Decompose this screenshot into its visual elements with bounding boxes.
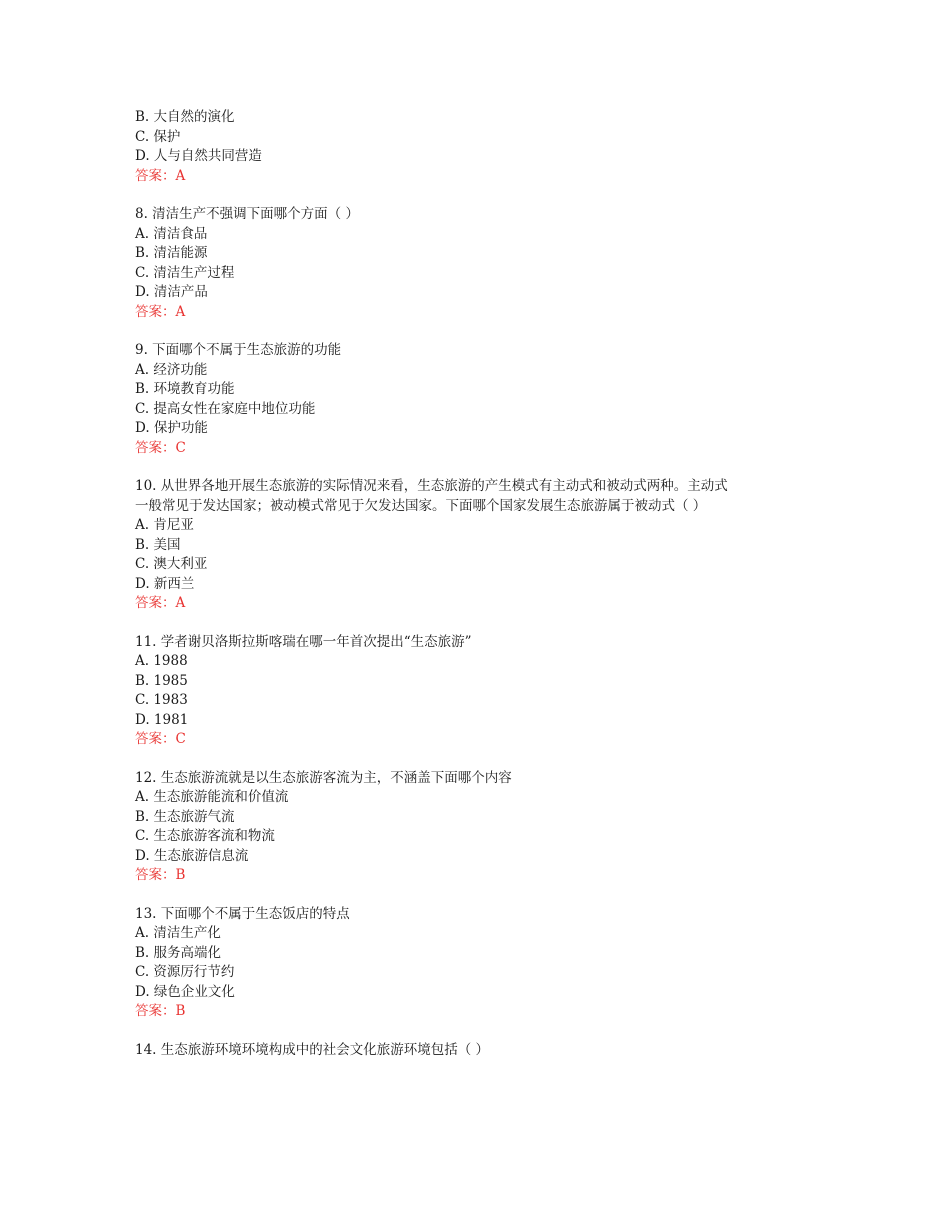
option-a: A. 经济功能: [135, 361, 208, 378]
option-d: D. 保护功能: [135, 420, 208, 436]
option-d: D. 清洁产品: [135, 284, 208, 300]
answer-label: 答案：C: [135, 731, 186, 747]
document-page: [135, 108, 795, 1079]
question-8: [135, 205, 795, 322]
answer-label: 答案：A: [135, 303, 186, 320]
option-c: C. 资源厉行节约: [135, 964, 235, 980]
answer-label: 答案：C: [135, 439, 186, 456]
option-a: A. 清洁生产化: [135, 925, 221, 941]
option-a: A. 1988: [135, 653, 188, 669]
option-b: B. 生态旅游气流: [135, 808, 235, 825]
option-a: A. 清洁食品: [135, 225, 208, 242]
question-stem: 12. 生态旅游流就是以生态旅游客流为主，不涵盖下面哪个内容: [135, 769, 512, 786]
option-b: B. 美国: [135, 536, 181, 553]
option-c: C. 澳大利亚: [135, 556, 208, 572]
question-13: [135, 905, 795, 1022]
option-d: D. 生态旅游信息流: [135, 847, 249, 864]
option-d: D. 人与自然共同营造: [135, 148, 262, 164]
option-c: C. 提高女性在家庭中地位功能: [135, 400, 316, 417]
option-b: B. 清洁能源: [135, 245, 208, 261]
answer-label: 答案：A: [135, 595, 186, 611]
option-a: A. 生态旅游能流和价值流: [135, 789, 289, 805]
question-stem-line-1: 10. 从世界各地开展生态旅游的实际情况来看，生态旅游的产生模式有主动式和被动式两种。主动式: [135, 478, 728, 494]
question-stem: 11. 学者谢贝洛斯拉斯喀瑞在哪一年首次提出“生态旅游”: [135, 633, 472, 650]
question-stem: 13. 下面哪个不属于生态饭店的特点: [135, 905, 350, 922]
question-14: [135, 1041, 795, 1061]
answer-label: 答案：A: [135, 167, 186, 184]
answer-label: 答案：B: [135, 867, 186, 883]
question-10: [135, 477, 795, 614]
answer-label: 答案：B: [135, 1003, 186, 1019]
option-d: D. 新西兰: [135, 575, 195, 592]
option-b: B. 服务高端化: [135, 944, 222, 961]
option-c: C. 保护: [135, 128, 181, 145]
question-stem: 9. 下面哪个不属于生态旅游的功能: [135, 342, 342, 358]
option-a: A. 肯尼亚: [135, 517, 194, 533]
question-11: [135, 633, 795, 750]
option-d: D. 绿色企业文化: [135, 983, 235, 1000]
question-7-continuation: [135, 108, 795, 186]
option-c: C. 清洁生产过程: [135, 264, 235, 281]
option-d: D. 1981: [135, 711, 189, 728]
question-stem-line-2: 一般常见于发达国家；被动模式常见于欠发达国家。下面哪个国家发展生态旅游属于被动式（ ）: [135, 497, 707, 514]
option-b: B. 1985: [135, 672, 188, 689]
option-b: B. 大自然的演化: [135, 109, 235, 125]
question-12: [135, 769, 795, 886]
question-stem: 8. 清洁生产不强调下面哪个方面（ ）: [135, 206, 359, 222]
option-b: B. 环境教育功能: [135, 381, 235, 397]
question-9: [135, 341, 795, 458]
option-c: C. 生态旅游客流和物流: [135, 828, 275, 844]
option-c: C. 1983: [135, 692, 188, 708]
question-stem: 14. 生态旅游环境环境构成中的社会文化旅游环境包括（ ）: [135, 1041, 490, 1058]
